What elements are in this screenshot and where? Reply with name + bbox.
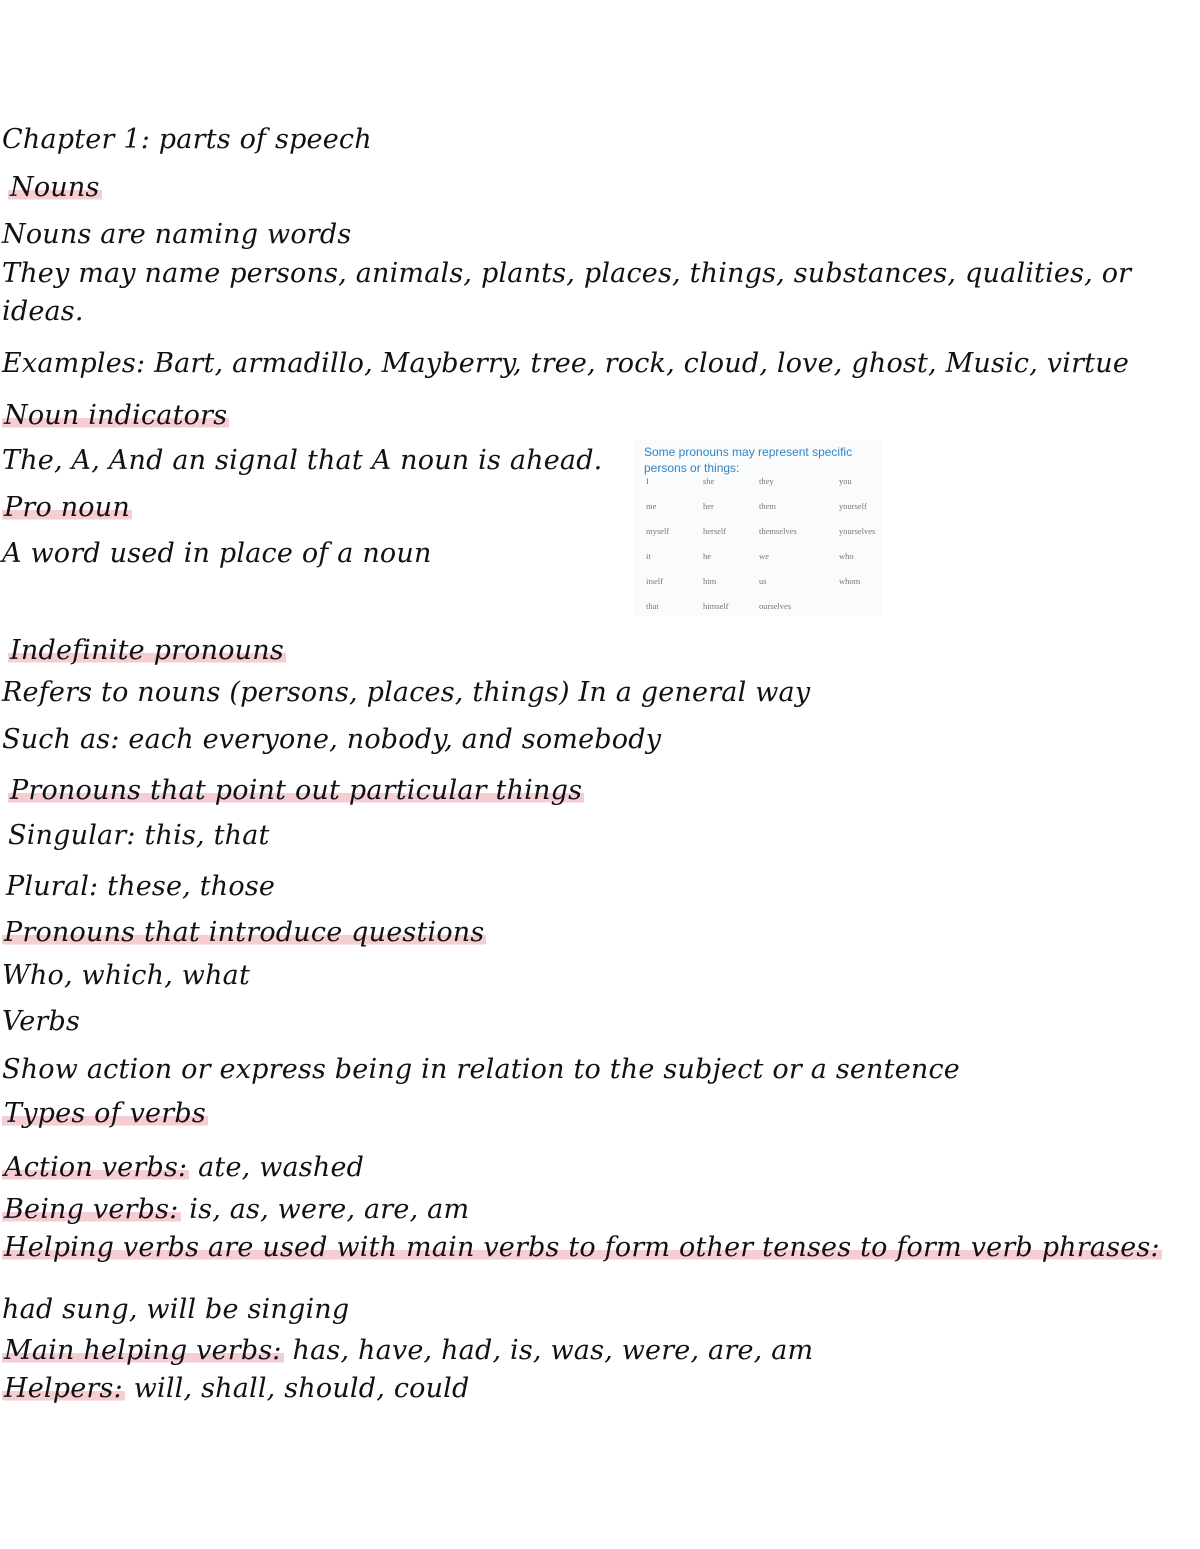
table-cell: himself <box>703 601 729 611</box>
helping-verbs-heading <box>2 1230 1162 1266</box>
nouns-heading-text: Nouns <box>10 172 100 203</box>
questions-heading <box>2 915 486 951</box>
indefinite-pronouns-heading <box>8 633 286 669</box>
main-helping-verbs-label: Main helping verbs: <box>4 1335 282 1366</box>
table-cell: them <box>759 501 776 511</box>
verbs-definition: Show action or express being in relation to the subject or a sentence <box>2 1054 960 1085</box>
table-cell: yourself <box>839 501 867 511</box>
helpers-values: will, shall, should, could <box>133 1373 470 1404</box>
table-cell: itself <box>646 576 663 586</box>
chapter-title: Chapter 1: parts of speech <box>2 124 372 155</box>
pronoun-table-title: Some pronouns may represent specific persons or things: <box>644 445 853 475</box>
being-verbs-values: is, as, were, are, am <box>189 1194 470 1225</box>
helping-verbs-examples: had sung, will be singing <box>2 1294 350 1325</box>
table-cell: me <box>646 501 657 511</box>
table-cell: she <box>703 476 715 486</box>
table-row <box>646 476 882 501</box>
nouns-heading <box>8 170 102 206</box>
noun-indicators-heading <box>2 398 229 434</box>
action-verbs-values: ate, washed <box>198 1152 365 1183</box>
table-cell: us <box>759 576 767 586</box>
table-cell: I <box>646 476 649 486</box>
types-of-verbs-heading-text: Types of verbs <box>4 1098 206 1129</box>
types-of-verbs-heading <box>2 1096 208 1132</box>
pronoun-heading-text: Pro noun <box>4 492 130 523</box>
table-row <box>646 526 882 551</box>
table-row <box>646 576 882 601</box>
helping-verbs-heading-text: Helping verbs are used with main verbs to form other tenses to form verb phrases: <box>4 1232 1160 1263</box>
pronoun-heading <box>2 490 132 526</box>
nouns-definition: Nouns are naming words <box>2 219 352 250</box>
helpers-line <box>2 1371 470 1407</box>
plural-line: Plural: these, those <box>6 871 276 902</box>
table-cell: themselves <box>759 526 797 536</box>
table-row <box>646 551 882 576</box>
helpers-label: Helpers: <box>4 1373 123 1404</box>
indefinite-pronouns-examples: Such as: each everyone, nobody, and somebody <box>2 724 662 755</box>
pronoun-table-image <box>634 440 882 616</box>
noun-indicators-heading-text: Noun indicators <box>4 400 228 431</box>
table-cell: you <box>839 476 852 486</box>
action-verbs-label: Action verbs: <box>4 1152 188 1183</box>
table-cell: it <box>646 551 651 561</box>
noun-indicators-text: The, A, And an signal that A noun is ahead. <box>2 445 603 476</box>
verbs-heading: Verbs <box>2 1006 81 1037</box>
point-out-heading <box>8 773 584 809</box>
table-cell: ourselves <box>759 601 792 611</box>
singular-line: Singular: this, that <box>8 820 270 851</box>
indefinite-pronouns-heading-text: Indefinite pronouns <box>10 635 284 666</box>
table-cell: he <box>703 551 712 561</box>
table-cell: that <box>646 601 659 611</box>
table-cell: myself <box>646 526 670 536</box>
table-row <box>646 601 882 616</box>
table-cell: him <box>703 576 717 586</box>
action-verbs-line <box>2 1150 364 1186</box>
indefinite-pronouns-definition: Refers to nouns (persons, places, things) In a general way <box>2 677 811 708</box>
main-helping-verbs-line <box>2 1333 813 1369</box>
table-cell: we <box>759 551 769 561</box>
table-cell: whom <box>839 576 861 586</box>
table-cell <box>839 601 882 616</box>
questions-text: Who, which, what <box>2 960 251 991</box>
table-cell: herself <box>703 526 727 536</box>
questions-heading-text: Pronouns that introduce questions <box>4 917 485 948</box>
table-cell: they <box>759 476 774 486</box>
point-out-heading-text: Pronouns that point out particular things <box>10 775 583 806</box>
table-row <box>646 501 882 526</box>
main-helping-verbs-values: has, have, had, is, was, were, are, am <box>292 1335 814 1366</box>
being-verbs-line <box>2 1192 469 1228</box>
being-verbs-label: Being verbs: <box>4 1194 179 1225</box>
table-cell: who <box>839 551 854 561</box>
pronoun-table <box>646 476 882 616</box>
pronoun-definition: A word used in place of a noun <box>2 538 432 569</box>
table-cell: yourselves <box>839 526 876 536</box>
table-cell: her <box>703 501 714 511</box>
nouns-description: They may name persons, animals, plants, places, things, substances, qualities, or ideas. <box>2 258 1132 327</box>
nouns-examples: Examples: Bart, armadillo, Mayberry, tree, rock, cloud, love, ghost, Music, virtue <box>2 348 1129 379</box>
